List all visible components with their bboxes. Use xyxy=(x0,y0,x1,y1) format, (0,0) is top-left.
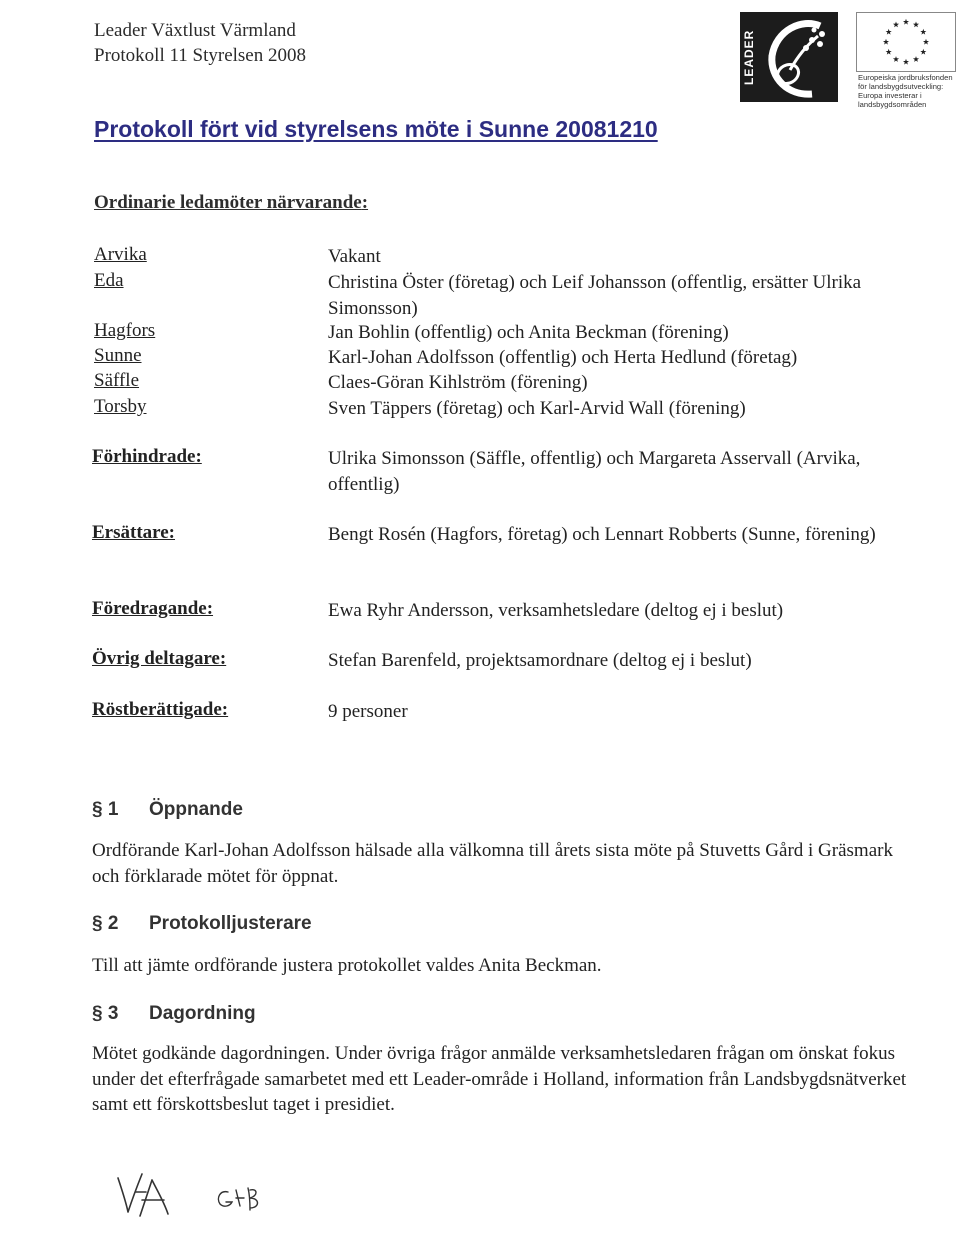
section-number-3: § 3 xyxy=(92,1003,119,1024)
header-org: Leader Växtlust Värmland xyxy=(94,20,296,41)
role-label-ersattare: Ersättare: xyxy=(92,522,176,543)
leader-emblem-icon xyxy=(762,16,836,100)
member-city-torsby: Torsby xyxy=(94,396,147,417)
section-body-2: Till att jämte ordförande justera protokollet valdes Anita Beckman. xyxy=(92,955,602,976)
section-body-1: Ordförande Karl-Johan Adolfsson hälsade alla välkomna till årets sista möte på Stuvetts Gård i Gräsmark och förklarade mötet för öppnat. xyxy=(92,840,893,887)
member-text-hagfors: Jan Bohlin (offentlig) och Anita Beckman (förening) xyxy=(328,322,729,343)
member-city-saffle: Säffle xyxy=(94,370,140,391)
members-heading xyxy=(94,192,368,214)
eu-stars-icon xyxy=(857,13,955,71)
section-number-2: § 2 xyxy=(92,913,119,934)
role-text-ovrig-deltagare: Stefan Barenfeld, projektsamordnare (deltog ej i beslut) xyxy=(328,650,752,671)
eu-star-icon xyxy=(903,59,909,65)
document-title: Protokoll fört vid styrelsens möte i Sunne 20081210 xyxy=(94,116,658,142)
section-heading-2 xyxy=(92,913,312,935)
member-text-arvika: Vakant xyxy=(328,246,381,267)
eu-star-icon xyxy=(893,56,899,62)
section-title-2: Protokolljusterare xyxy=(149,913,312,934)
role-label-foredragande: Föredragande: xyxy=(92,598,214,619)
eu-caption: Europeiska jordbruksfonden för landsbygdsutveckling: Europa investerar i landsbygdsområden xyxy=(858,73,953,109)
member-city-sunne: Sunne xyxy=(94,345,142,366)
section-title-3: Dagordning xyxy=(149,1003,256,1024)
section-heading-1 xyxy=(92,799,243,821)
role-text-ersattare: Bengt Rosén (Hagfors, företag) och Lennart Robberts (Sunne, förening) xyxy=(328,524,876,545)
eu-star-icon xyxy=(920,49,926,55)
eu-star-icon xyxy=(903,19,909,25)
eu-star-icon xyxy=(886,49,892,55)
role-label-forhindrade: Förhindrade: xyxy=(92,446,202,467)
eu-star-icon xyxy=(893,21,899,27)
member-city-arvika: Arvika xyxy=(94,244,147,265)
eu-star-icon xyxy=(913,21,919,27)
role-text-forhindrade: Ulrika Simonsson (Säffle, offentlig) och Margareta Asservall (Arvika, offentlig) xyxy=(328,448,861,495)
member-city-eda: Eda xyxy=(94,270,124,291)
signature-initials-2 xyxy=(214,1184,274,1214)
signature-initials-1 xyxy=(112,1170,192,1220)
role-label-ovrig-deltagare: Övrig deltagare: xyxy=(92,648,227,669)
section-heading-3 xyxy=(92,1003,256,1025)
eu-star-icon xyxy=(920,29,926,35)
leader-logo-word: LEADER xyxy=(742,29,756,85)
leader-logo xyxy=(740,12,838,102)
role-label-rostberattigade: Röstberättigade: xyxy=(92,699,229,720)
members-heading-text: Ordinarie ledamöter närvarande xyxy=(94,192,362,213)
eu-star-icon xyxy=(883,39,889,45)
eu-star-icon xyxy=(886,29,892,35)
role-text-rostberattigade: 9 personer xyxy=(328,701,408,722)
eu-star-icon xyxy=(913,56,919,62)
member-text-eda: Christina Öster (företag) och Leif Johansson (offentlig, ersätter Ulrika Simonsson) xyxy=(328,272,862,319)
role-text-foredragande: Ewa Ryhr Andersson, verksamhetsledare (deltog ej i beslut) xyxy=(328,600,784,621)
section-title-1: Öppnande xyxy=(149,799,243,820)
member-text-sunne: Karl-Johan Adolfsson (offentlig) och Herta Hedlund (företag) xyxy=(328,347,798,368)
section-number-1: § 1 xyxy=(92,799,119,820)
eu-flag xyxy=(856,12,956,72)
member-text-torsby: Sven Täppers (företag) och Karl-Arvid Wall (förening) xyxy=(328,398,746,419)
eu-star-icon xyxy=(923,39,929,45)
member-text-saffle: Claes-Göran Kihlström (förening) xyxy=(328,372,588,393)
header-protocol: Protokoll 11 Styrelsen 2008 xyxy=(94,45,306,66)
member-city-hagfors: Hagfors xyxy=(94,320,156,341)
section-body-3: Mötet godkände dagordningen. Under övriga frågor anmälde verksamhetsledaren frågan om önskat fokus under det efterfrågade samarbetet med ett Leader-område i Holland, information från Landsbygdsnätverket samt ett förskottsbeslut taget i presidiet. xyxy=(92,1043,907,1115)
members-heading-colon: : xyxy=(361,192,369,213)
